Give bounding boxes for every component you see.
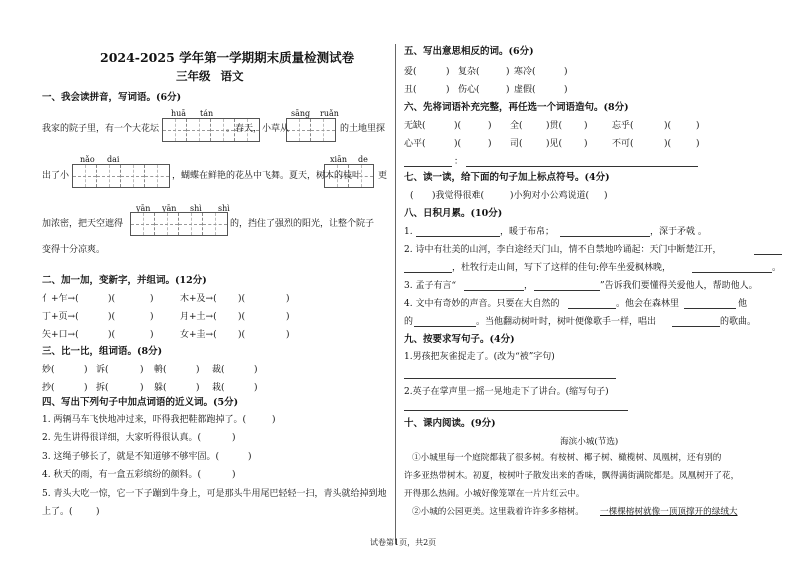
s2-r2-b: )( <box>108 312 116 322</box>
s6-r2-e: )见( <box>546 139 563 149</box>
s8-l1c: ，深于矛戟 。 <box>650 227 707 237</box>
s8-blank-6[interactable] <box>464 290 524 291</box>
s2-r1-d: 木+及→( <box>180 294 217 304</box>
s3-r2-d: ) <box>140 383 144 393</box>
s5-r1-b: ) <box>446 67 450 77</box>
s4-heading: 四、写出下列句子中加点词语的近义词。(5分) <box>42 397 239 408</box>
s4-q5: 5. 青头大吃一惊，它一下子蹦到牛身上，可是那头牛用尾巴轻轻一扫，青头就给掉到地 <box>42 489 387 499</box>
s4-q1: 1. 两辆马车飞快地冲过来，吓得我把鞋都跑掉了。( <box>42 415 246 425</box>
s2-r1-a: 亻+乍→( <box>42 294 79 304</box>
s6-r2-i: ) <box>696 139 700 149</box>
s1-line2c: 更 <box>378 171 388 181</box>
s5-r2-b: ) <box>446 85 450 95</box>
pinyin-2: tán <box>200 109 214 118</box>
page-footer: 试卷第1页，共2页 <box>370 538 437 547</box>
s8-l6b: 。当他翻动树叶时，树叶便像歌手一样，唱出 <box>476 317 657 327</box>
s5-r1-f: ) <box>564 67 568 77</box>
s3-r2-b: ) <box>84 383 88 393</box>
s8-blank-3[interactable] <box>754 254 782 255</box>
s1-line1c: 的土地里探 <box>340 124 386 134</box>
s5-r1-c: 复杂( <box>458 67 480 77</box>
s3-r1-h: ) <box>254 365 258 375</box>
s4-q3: 3. 这绳子够长了，就是不知道够不够牢固。( <box>42 452 219 462</box>
pinyin-11: shì <box>190 204 202 213</box>
s8-blank-9[interactable] <box>684 308 736 309</box>
s2-r3-f: ) <box>286 330 290 340</box>
s6-r1-g: 忘乎( <box>612 121 634 131</box>
s6-r2-a: 心平( <box>404 139 426 149</box>
s9-answer-line-2[interactable] <box>404 410 628 411</box>
s4-q1-close: ) <box>272 415 276 425</box>
s8-l5a: 4. 文中有奇妙的声音。只要在大自然的 <box>404 299 560 309</box>
s2-r1-e: )( <box>238 294 246 304</box>
s6-r1-b: )( <box>454 121 462 131</box>
s2-r2-e: )( <box>238 312 246 322</box>
s3-r1-b: ) <box>84 365 88 375</box>
s3-r2-h: ) <box>254 383 258 393</box>
s2-r3-b: )( <box>108 330 116 340</box>
s6-r1-e: )贯( <box>546 121 563 131</box>
s2-r1-f: ) <box>286 294 290 304</box>
s1-line3b: 的，挡住了强烈的阳光，让整个院子 <box>230 219 375 229</box>
s2-r3-d: 女+圭→( <box>180 330 217 340</box>
s6-r1-c: ) <box>488 121 492 131</box>
s5-r1-e: 寒冷( <box>514 67 536 77</box>
s2-r3-c: ) <box>150 330 154 340</box>
pinyin-3: sāng <box>291 109 311 118</box>
answer-grid-2[interactable] <box>286 118 336 142</box>
s3-r2-g: 栽( <box>212 383 225 393</box>
s8-blank-11[interactable] <box>672 326 720 327</box>
s8-l1a: 1. <box>404 227 413 237</box>
pinyin-7: xiān <box>330 155 347 164</box>
s8-blank-2[interactable] <box>560 236 650 237</box>
s1-line2b: ，蝴蝶在鲜艳的花丛中飞舞。夏天，树木的枝叶 <box>172 171 362 181</box>
passage-p2-b: 一棵棵榕树就像一顶顶撑开的绿绒大 <box>600 507 738 517</box>
s4-q4-close: ) <box>232 470 236 480</box>
s4-q5-close: ) <box>96 507 100 517</box>
s7-heading: 七、读一读，给下面的句子加上标点符号。(4分) <box>404 172 610 183</box>
answer-grid-5[interactable] <box>130 212 228 236</box>
s5-heading: 五、写出意思相反的词。(6分) <box>404 46 534 57</box>
s8-blank-10[interactable] <box>414 326 476 327</box>
s6-word-line[interactable] <box>404 166 452 167</box>
s1-heading: 一、我会读拼音，写词语。(6分) <box>42 92 182 103</box>
s6-r2-h: )( <box>664 139 672 149</box>
s3-r1-g: 裁( <box>212 365 225 375</box>
s9-heading: 九、按要求写句子。(4分) <box>404 334 515 345</box>
s9-q1: 1.男孩把灰雀捉走了。(改为“被”字句) <box>404 352 555 362</box>
s4-q2-close: ) <box>232 433 236 443</box>
s1-line4: 变得十分凉爽。 <box>42 245 106 255</box>
s6-r1-a: 无缺( <box>404 121 426 131</box>
s3-r1-f: ) <box>196 365 200 375</box>
s4-q2: 2. 先生讲得很详细，大家听得很认真。( <box>42 433 201 443</box>
s8-l4a: 3. 孟子有言“ <box>404 281 457 291</box>
s7-mid: )我觉得很难( <box>432 191 485 201</box>
s3-r2-e: 躲( <box>154 383 167 393</box>
s7-open: ( <box>410 191 414 201</box>
s6-r1-i: ) <box>696 121 700 131</box>
answer-grid-3[interactable] <box>72 164 170 188</box>
pinyin-10: yān <box>162 204 177 213</box>
s8-blank-7[interactable] <box>534 290 600 291</box>
pinyin-12: shì <box>218 204 230 213</box>
s2-r3-a: 矢+口→( <box>42 330 79 340</box>
s3-r1-a: 妙( <box>42 365 55 375</box>
s8-l5c: 他 <box>738 299 748 309</box>
exam-title: 2024-2025 学年第一学期期末质量检测试卷 <box>100 50 355 65</box>
s8-l1b: ，暖于布帛； <box>500 227 555 237</box>
s8-blank-8[interactable] <box>568 308 616 309</box>
s2-r1-b: )( <box>108 294 116 304</box>
s8-l3b: 。 <box>772 263 782 273</box>
s3-r2-a: 抄( <box>42 383 55 393</box>
s3-r2-c: 拆( <box>96 383 109 393</box>
s6-r1-f: ) <box>584 121 588 131</box>
column-divider <box>395 44 396 544</box>
s5-r1-a: 爱( <box>404 67 417 77</box>
s8-heading: 八、日积月累。(10分) <box>404 208 503 219</box>
s6-r1-d: 全( <box>510 121 523 131</box>
s2-r2-c: ) <box>150 312 154 322</box>
s6-r2-f: ) <box>584 139 588 149</box>
s7-close: ) <box>604 191 608 201</box>
s3-r1-d: ) <box>140 365 144 375</box>
s4-q4: 4. 秋天的雨，有一盒五彩缤纷的颜料。( <box>42 470 201 480</box>
pinyin-5: nǎo <box>80 155 95 164</box>
s6-colon: ： <box>454 157 464 167</box>
s2-r1-c: ) <box>150 294 154 304</box>
s8-l3a: ，杜牧行走山间，写下了这样的佳句:停车坐爱枫林晚， <box>452 263 672 273</box>
s1-line1a: 我家的院子里，有一个大花坛 <box>42 124 160 134</box>
s1-line2a: 出了小 <box>42 171 70 181</box>
s2-r2-a: 丁+页→( <box>42 312 79 322</box>
s5-r2-d: ) <box>506 85 510 95</box>
s8-blank-4[interactable] <box>404 272 452 273</box>
s8-l4b: ， <box>524 281 534 291</box>
s8-blank-1[interactable] <box>416 236 500 237</box>
s6-r2-d: 司( <box>510 139 523 149</box>
s7-end: )小狗对小公鸡说道( <box>510 191 590 201</box>
s6-heading: 六、先将词语补充完整，再任选一个词语造句。(8分) <box>404 102 629 113</box>
passage-p1-l2: 许多亚热带树木。初夏，桉树叶子散发出来的香味，飘得满街满院都是。凤凰树开了花， <box>404 471 740 481</box>
s6-r1-h: )( <box>664 121 672 131</box>
s3-r1-c: 诉( <box>96 365 109 375</box>
s9-answer-line-1[interactable] <box>404 378 616 379</box>
pinyin-8: de <box>358 155 368 164</box>
pinyin-1: huā <box>171 109 187 118</box>
s5-r2-e: 虚假( <box>514 85 536 95</box>
passage-p1-l3: 开得那么热闹。小城好像笼罩在一片片红云中。 <box>404 489 585 499</box>
s4-q5-cont: 上了。( <box>42 507 73 517</box>
s10-heading: 十、课内阅读。(9分) <box>404 418 496 429</box>
s3-r2-f: ) <box>196 383 200 393</box>
s2-r3-e: )( <box>238 330 246 340</box>
passage-p2-a: ②小城的公园更美。这里栽着许许多多榕树。 <box>412 507 584 517</box>
s8-l4c: ”告诉我们要懂得关爱他人，帮助他人。 <box>600 281 758 291</box>
pinyin-4: ruǎn <box>320 109 339 118</box>
s6-r2-b: )( <box>454 139 462 149</box>
s1-line3a: 加浓密，把天空遮得 <box>42 219 124 229</box>
passage-title: 海滨小城(节选) <box>560 437 619 447</box>
passage-p1-l1: ①小城里每一个庭院都栽了很多树。有桉树、椰子树、橄榄树、凤凰树，还有别的 <box>412 453 722 463</box>
s9-q2: 2.英子在掌声里一摇一晃地走下了讲台。(缩写句子) <box>404 387 609 397</box>
s2-r2-d: 月+土→( <box>180 312 217 322</box>
s5-r2-c: 伤心( <box>458 85 480 95</box>
s8-blank-5[interactable] <box>692 272 772 273</box>
s2-r2-f: ) <box>286 312 290 322</box>
s6-sentence-line[interactable] <box>466 166 698 167</box>
s8-l5b: 。他会在森林里 <box>616 299 680 309</box>
exam-subtitle: 三年级 语文 <box>176 69 244 83</box>
s6-r2-c: ) <box>488 139 492 149</box>
s8-l6a: 的 <box>404 317 414 327</box>
s5-r2-f: ) <box>564 85 568 95</box>
s4-q3-close: ) <box>248 452 252 462</box>
pinyin-9: yān <box>136 204 151 213</box>
s1-line1b: 。春天，小草从 <box>226 124 290 134</box>
s3-heading: 三、比一比，组词语。(8分) <box>42 346 163 357</box>
s5-r1-d: ) <box>506 67 510 77</box>
s2-heading: 二、加一加，变新字，并组词。(12分) <box>42 275 207 286</box>
s5-r2-a: 丑( <box>404 85 417 95</box>
s8-l2a: 2. 诗中有壮美的山河，李白途经天门山，情不自禁地吟诵起：天门中断楚江开， <box>404 245 722 255</box>
s8-l6c: 的歌曲。 <box>720 317 757 327</box>
s6-r2-g: 不可( <box>612 139 634 149</box>
pinyin-6: dai <box>107 155 120 164</box>
s3-r1-e: 輈( <box>154 365 167 375</box>
